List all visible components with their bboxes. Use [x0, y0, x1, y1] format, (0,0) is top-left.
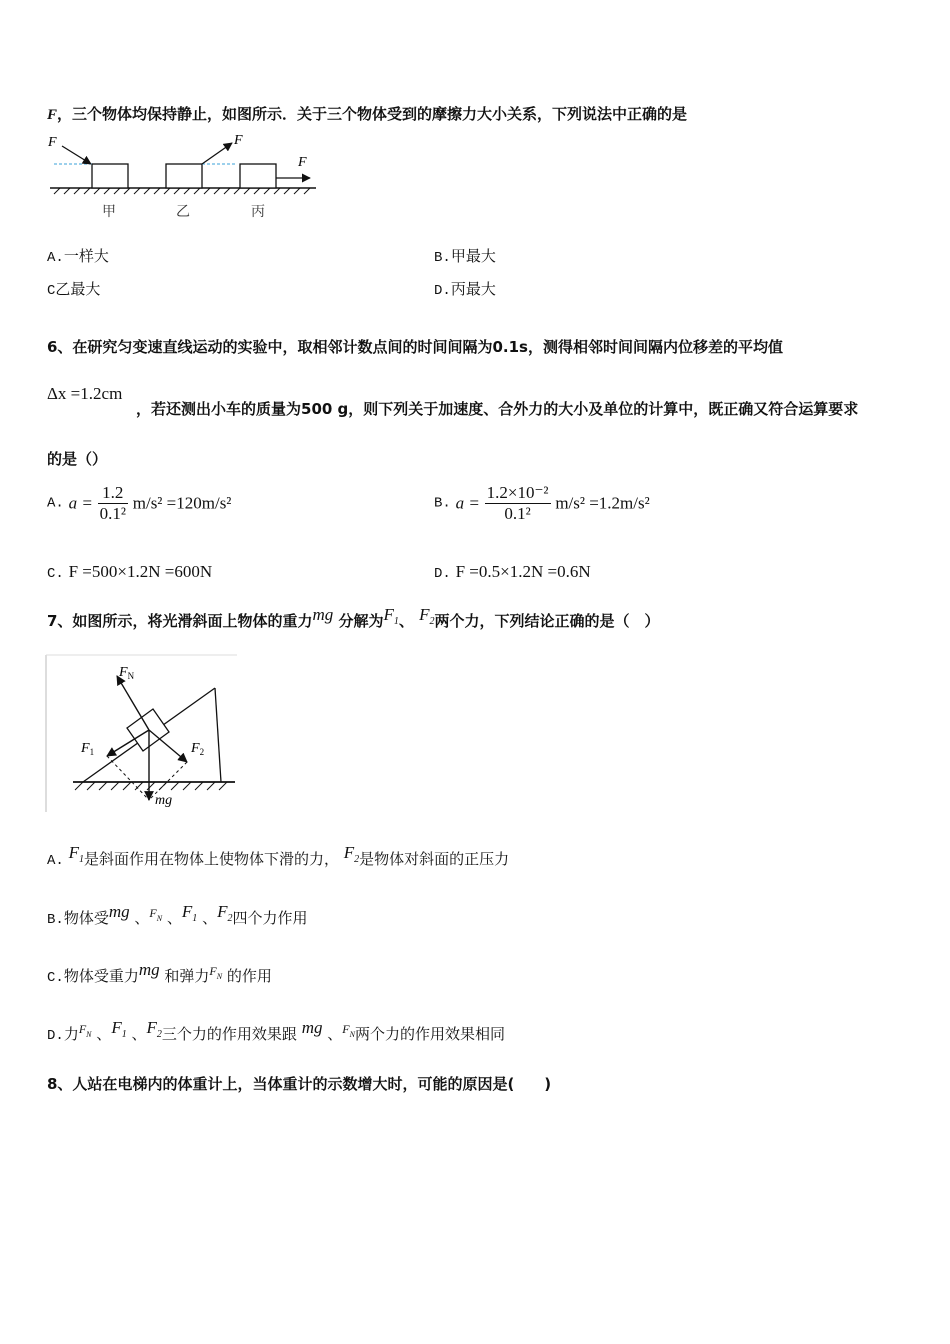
q6-stem-line1: 6、在研究匀变速直线运动的实验中，取相邻计数点间的时间间隔为0.1s，测得相邻时间间隔内位移差的平均值 [47, 338, 783, 356]
q5-force-symbol: F [47, 107, 58, 123]
f2-symbol: $F_2$ [343, 843, 360, 865]
fn-symbol: $F_N$ [342, 1022, 355, 1039]
option-text: 是物体对斜面的正压力 [359, 850, 510, 868]
q5-figure [44, 128, 324, 224]
separator: 、 [131, 1025, 147, 1043]
option-key: C [47, 283, 56, 299]
label-jia: 甲 [102, 205, 116, 220]
ground-hatch [54, 188, 310, 194]
f1-symbol: $F_1$ [111, 1018, 127, 1040]
q7-stem-a: 7、如图所示，将光滑斜面上物体的重力 [47, 612, 313, 630]
fn-symbol: $F_N$ [149, 906, 163, 923]
fraction-denominator: 0.1² [99, 504, 126, 523]
option-text: 物体受 [63, 909, 109, 927]
fraction-numerator: 1.2 [98, 483, 128, 504]
separator: 、 [327, 1025, 343, 1043]
fn-symbol: $F_N$ [78, 1022, 92, 1039]
ground-hatch [75, 782, 227, 790]
label-yi: 乙 [176, 205, 190, 220]
force-label-jia: F [48, 135, 57, 150]
option-text: 四个力作用 [232, 909, 308, 927]
q7-option-c[interactable] [47, 960, 272, 986]
label-bing: 丙 [251, 205, 265, 220]
q8-stem: 8、人站在电梯内的体重计上，当体重计的示数增大时，可能的原因是( ) [47, 1075, 552, 1093]
q7-option-b[interactable] [47, 902, 307, 928]
mg-symbol: mg [108, 902, 130, 921]
f2-symbol: $F_2$ [146, 1018, 162, 1040]
block-bing [240, 164, 276, 188]
option-text: 一样大 [63, 247, 109, 265]
option-key: B. [434, 250, 451, 266]
formula-fraction [485, 483, 551, 524]
formula-fraction [98, 483, 128, 524]
fn-arrow [117, 676, 149, 730]
separator: 、 [134, 909, 150, 927]
fraction-denominator: 0.1² [504, 504, 531, 523]
option-key: D. [434, 283, 451, 299]
formula-lhs: a = [68, 493, 93, 513]
option-text: 三个力的作用效果跟 [161, 1025, 297, 1043]
q7-option-a[interactable] [47, 843, 509, 869]
q7-stem-b: 分解为 [338, 612, 384, 630]
option-key: A. [47, 853, 64, 869]
f2-arrow [149, 730, 187, 762]
formula: F =0.5×1.2N =0.6N [455, 562, 591, 581]
fn-symbol: $F_N$ [209, 964, 223, 981]
option-text: 甲最大 [450, 247, 496, 265]
option-key: D. [47, 1028, 64, 1044]
option-text: 两个力的作用效果相同 [354, 1025, 505, 1043]
force-label-bing: F [298, 155, 307, 170]
q7-sep: 、 [398, 612, 414, 630]
formula: F =500×1.2N =600N [68, 562, 213, 581]
q7-stem [47, 605, 660, 631]
formula-lhs: a = [455, 493, 480, 513]
mg-label: mg [155, 793, 173, 808]
option-key: D. [434, 566, 451, 582]
option-text: 的作用 [226, 967, 272, 985]
q7-figure [45, 654, 239, 814]
option-text: 丙最大 [450, 280, 496, 298]
q7-f1-symbol: $F_1$ [383, 605, 399, 627]
force-arrow-jia [62, 146, 91, 164]
option-key: A. [47, 495, 64, 512]
formula-rhs: m/s² =120m/s² [132, 493, 232, 513]
q6-option-a[interactable] [47, 483, 231, 524]
q6-dx-formula: Δx =1.2cm [47, 384, 123, 403]
q6-option-d[interactable] [434, 562, 591, 582]
separator: 、 [202, 909, 218, 927]
fn-label: $F_N$ [119, 665, 135, 681]
q5-option-c[interactable] [47, 278, 100, 299]
force-arrow-yi [202, 143, 232, 164]
q6-option-c[interactable] [47, 562, 212, 582]
q5-option-a[interactable] [47, 245, 109, 266]
q6-stem-line3: 的是（） [47, 450, 108, 468]
q5-option-b[interactable] [434, 245, 496, 266]
f1-label: $F_1$ [81, 741, 95, 757]
option-key: C. [47, 566, 64, 582]
option-text: 物体受重力 [63, 967, 139, 985]
q7-mg-symbol: mg [312, 605, 334, 624]
option-key: B. [434, 495, 451, 512]
option-key: B. [47, 912, 64, 928]
mg-symbol: mg [301, 1018, 323, 1037]
f1-symbol: $F_1$ [68, 843, 84, 865]
separator: 、 [96, 1025, 112, 1043]
q5-option-d[interactable] [434, 278, 496, 299]
mg-symbol: mg [138, 960, 160, 979]
f2-label: $F_2$ [191, 741, 205, 757]
f2-symbol: $F_2$ [217, 902, 233, 924]
option-text: 力 [63, 1025, 79, 1043]
q6-stem-line2: ，若还测出小车的质量为500 g，则下列关于加速度、合外力的大小及单位的计算中，既正确又符合运算要求 [136, 400, 859, 418]
formula-rhs: m/s² =1.2m/s² [555, 493, 650, 513]
q6-option-b[interactable] [434, 483, 650, 524]
option-key: C. [47, 970, 64, 986]
q7-f2-symbol: $F_2$ [419, 605, 435, 627]
option-text: 乙最大 [55, 280, 101, 298]
incline-side [215, 688, 221, 782]
q7-option-d[interactable] [47, 1018, 505, 1044]
f1-symbol: $F_1$ [181, 902, 198, 924]
q7-stem-c: 两个力，下列结论正确的是（ ） [434, 612, 660, 630]
block-yi [166, 164, 202, 188]
block-jia [92, 164, 128, 188]
option-text: 和弹力 [164, 967, 210, 985]
force-label-yi: F [234, 133, 243, 148]
fraction-numerator: 1.2×10⁻² [486, 483, 549, 502]
dash-1 [107, 756, 149, 800]
separator: 、 [166, 909, 182, 927]
option-text: 是斜面作用在物体上使物体下滑的力， [83, 850, 339, 868]
q5-stem [47, 103, 687, 124]
q5-stem-text: ，三个物体均保持静止，如图所示．关于三个物体受到的摩擦力大小关系，下列说法中正确的是 [57, 105, 688, 123]
option-key: A. [47, 250, 64, 266]
